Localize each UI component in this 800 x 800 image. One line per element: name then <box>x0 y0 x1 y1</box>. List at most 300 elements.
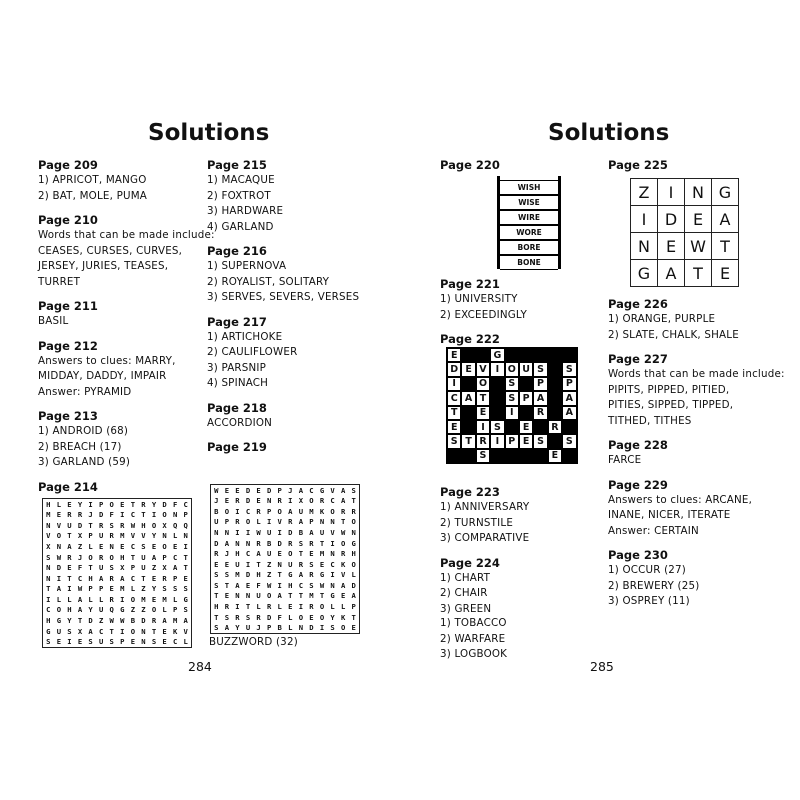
grid-letter: R <box>256 506 261 516</box>
letter-cell: C <box>447 391 461 405</box>
grid-letter: E <box>256 496 261 506</box>
grid-letter: Z <box>266 570 272 580</box>
grid-letter: Y <box>67 616 72 626</box>
solution-page-heading: Page 212 <box>38 338 98 353</box>
letter-cell: P <box>562 377 576 391</box>
grid-letter: E <box>67 499 72 509</box>
grid-letter: M <box>309 591 314 601</box>
letter-cell: O <box>505 362 519 376</box>
grid-letter: A <box>235 580 240 590</box>
solution-answer-line: 3) SERVES, SEVERS, VERSES <box>207 291 360 303</box>
grid-letter: W <box>120 616 125 626</box>
grid-letter: M <box>141 594 146 604</box>
grid-letter: I <box>245 528 251 538</box>
grid-letter: A <box>98 573 104 583</box>
grid-letter: P <box>162 552 167 562</box>
grid-letter: D <box>277 538 282 548</box>
solution-answer-line: 2) FOXTROT <box>207 189 271 202</box>
grid-letter: R <box>98 520 104 530</box>
grid-letter: E <box>120 542 125 552</box>
letter-cell: A <box>533 391 547 405</box>
grid-letter: C <box>130 542 136 552</box>
solution-page-heading: Page 209 <box>38 158 98 172</box>
solution-answer-line: 2) CHAIR <box>440 587 488 599</box>
grid-letter: R <box>266 602 272 612</box>
grid-letter: R <box>340 549 346 559</box>
solution-entry <box>207 401 382 432</box>
letter-cell: T <box>712 233 739 260</box>
grid-letter: L <box>88 594 93 604</box>
grid-letter: T <box>67 573 72 583</box>
grid-letter: E <box>224 559 230 569</box>
solution-answer-line: Words that can be made include: <box>38 229 215 241</box>
grid-letter: C <box>172 637 178 647</box>
solution-answer-line: BASIL <box>38 315 69 327</box>
grid-letter: R <box>319 496 325 506</box>
black-square <box>505 348 519 362</box>
grid-letter: M <box>319 549 325 559</box>
grid-letter: V <box>330 528 335 538</box>
grid-letter: R <box>109 573 114 583</box>
letter-cell: R <box>533 406 547 420</box>
letter-cell: E <box>461 362 475 376</box>
grid-letter: S <box>309 559 314 569</box>
black-square <box>461 449 475 463</box>
grid-letter: O <box>277 506 282 516</box>
grid-letter: T <box>214 612 219 622</box>
letter-cell: E <box>519 420 533 434</box>
grid-letter: T <box>319 591 325 601</box>
solution-page-heading: Page 221 <box>440 277 500 291</box>
grid-letter: H <box>88 573 93 583</box>
grid-letter: P <box>88 584 93 594</box>
grid-letter: I <box>330 538 335 548</box>
solution-page-heading: Page 227 <box>608 352 668 366</box>
grid-letter: D <box>141 616 146 626</box>
grid-letter: O <box>162 510 167 520</box>
solution-page-heading: Page 223 <box>440 485 500 499</box>
letter-cell: R <box>476 434 490 448</box>
grid-letter: R <box>98 552 104 562</box>
grid-letter: R <box>351 506 356 516</box>
black-square <box>519 406 533 420</box>
letter-cell: E <box>519 434 533 448</box>
letter-cell: A <box>562 391 576 405</box>
word-search-grid-214 <box>42 498 192 648</box>
grid-letter: Y <box>151 499 157 509</box>
black-square <box>533 348 547 362</box>
grid-letter: R <box>340 506 346 516</box>
grid-letter: R <box>109 594 114 604</box>
grid-letter: V <box>340 570 346 580</box>
letter-cell: A <box>562 406 576 420</box>
grid-letter: S <box>141 542 146 552</box>
solution-answer-line: TITHED, TITHES <box>608 414 692 427</box>
solution-answer-line: Words that can be made include: <box>608 368 785 380</box>
letter-cell: E <box>658 233 685 260</box>
grid-letter: I <box>277 528 282 538</box>
grid-letter: I <box>67 637 72 647</box>
grid-letter: R <box>235 517 240 527</box>
grid-letter: S <box>224 570 230 580</box>
letter-cell: S <box>562 434 576 448</box>
grid-letter: S <box>46 552 51 562</box>
solution-entry <box>608 438 783 469</box>
grid-letter: Y <box>151 584 157 594</box>
grid-letter: A <box>56 584 62 594</box>
grid-letter: G <box>351 538 356 548</box>
grid-letter: O <box>130 626 136 636</box>
grid-letter: Z <box>141 584 146 594</box>
grid-letter: R <box>256 538 261 548</box>
grid-letter: E <box>130 637 136 647</box>
grid-letter: O <box>88 552 93 562</box>
grid-letter: P <box>266 506 272 516</box>
solution-answer-line: Answers to clues: MARRY, <box>38 354 176 367</box>
grid-letter: O <box>224 506 230 516</box>
solution-page-heading: Page 229 <box>608 477 668 492</box>
letter-cell: V <box>476 362 490 376</box>
grid-letter: A <box>298 570 304 580</box>
grid-letter: E <box>151 594 157 604</box>
solution-answer-line: PITIES, SIPPED, TIPPED, <box>608 399 734 411</box>
solution-entry <box>38 480 213 495</box>
letter-cell: A <box>658 260 685 287</box>
grid-letter: X <box>77 531 83 541</box>
grid-letter: T <box>109 626 114 636</box>
grid-letter: W <box>130 520 136 530</box>
grid-letter: O <box>109 499 114 509</box>
grid-letter: I <box>235 602 240 612</box>
grid-letter: N <box>235 538 240 548</box>
grid-letter: T <box>256 559 261 569</box>
grid-letter: O <box>351 517 356 527</box>
grid-letter: A <box>340 485 346 495</box>
grid-letter: H <box>214 602 219 612</box>
grid-letter: T <box>340 517 346 527</box>
grid-letter: S <box>214 570 219 580</box>
grid-letter: T <box>130 499 136 509</box>
grid-letter: I <box>235 506 240 516</box>
grid-letter: P <box>98 499 104 509</box>
solution-answer-line: 3) GARLAND (59) <box>38 456 131 468</box>
grid-letter: A <box>224 623 230 633</box>
grid-letter: A <box>277 591 282 601</box>
grid-letter: G <box>183 594 188 604</box>
grid-letter: S <box>162 584 167 594</box>
grid-letter: K <box>340 612 346 622</box>
solution-entry <box>440 556 615 618</box>
grid-letter: T <box>46 584 51 594</box>
grid-letter: W <box>77 584 83 594</box>
grid-letter: S <box>88 637 93 647</box>
solution-answer-line: 1) MACAQUE <box>207 174 275 186</box>
grid-letter: G <box>330 591 335 601</box>
grid-letter: K <box>319 506 325 516</box>
grid-letter: D <box>245 485 251 495</box>
black-square <box>533 449 547 463</box>
grid-letter: L <box>98 594 104 604</box>
grid-letter: W <box>340 528 346 538</box>
solution-answer-line: 3) GREEN <box>440 602 492 615</box>
grid-letter: A <box>151 552 157 562</box>
grid-letter: U <box>56 626 62 636</box>
grid-letter: V <box>130 531 136 541</box>
grid-letter: E <box>162 626 167 636</box>
grid-letter: C <box>130 573 136 583</box>
grid-letter: E <box>224 591 230 601</box>
letter-cell: G <box>712 179 739 206</box>
grid-letter: D <box>266 612 272 622</box>
grid-letter: N <box>224 528 230 538</box>
grid-letter: N <box>330 517 335 527</box>
grid-letter: C <box>130 510 136 520</box>
grid-letter: L <box>256 602 261 612</box>
letter-cell: R <box>548 420 562 434</box>
solution-page-heading: Page 222 <box>440 332 500 346</box>
grid-letter: A <box>340 496 346 506</box>
grid-letter: R <box>277 496 282 506</box>
grid-letter: R <box>67 510 72 520</box>
solution-answer-line: 3) PARSNIP <box>207 361 267 374</box>
grid-letter: X <box>162 563 167 573</box>
black-square <box>562 449 576 463</box>
solution-page-heading: Page 219 <box>207 440 267 454</box>
grid-letter: H <box>46 616 51 626</box>
solution-answer-line: 2) TURNSTILE <box>440 516 514 529</box>
grid-letter: M <box>172 616 178 626</box>
grid-letter: A <box>67 542 72 552</box>
grid-letter: G <box>319 570 325 580</box>
black-square <box>505 420 519 434</box>
grid-letter: T <box>298 591 304 601</box>
grid-letter: S <box>245 612 251 622</box>
letter-cell: D <box>447 362 461 376</box>
black-square <box>548 348 562 362</box>
solution-entry <box>38 158 213 204</box>
grid-letter: P <box>224 517 230 527</box>
grid-letter: S <box>351 485 356 495</box>
letter-cell: T <box>461 434 475 448</box>
grid-letter: G <box>120 605 125 615</box>
grid-letter: W <box>266 580 272 590</box>
grid-letter: T <box>245 602 251 612</box>
grid-letter: N <box>46 573 51 583</box>
letter-cell: I <box>476 420 490 434</box>
black-square <box>533 420 547 434</box>
word-search-grid-219 <box>210 484 360 634</box>
grid-letter: C <box>77 573 83 583</box>
letter-cell: P <box>519 391 533 405</box>
left-column-1 <box>38 158 213 504</box>
letter-square-225 <box>630 178 739 287</box>
letter-cell: S <box>533 434 547 448</box>
grid-letter: O <box>340 538 346 548</box>
grid-letter: R <box>141 499 146 509</box>
grid-letter: O <box>266 591 272 601</box>
grid-letter: O <box>319 602 325 612</box>
grid-letter: A <box>224 538 230 548</box>
grid-letter: G <box>319 485 325 495</box>
letter-cell: I <box>658 179 685 206</box>
grid-letter: E <box>309 612 314 622</box>
solution-answer-line: Answer: PYRAMID <box>38 385 132 398</box>
grid-letter: R <box>151 616 157 626</box>
grid-letter: N <box>46 563 51 573</box>
grid-letter: L <box>56 499 62 509</box>
grid-letter: I <box>319 623 325 633</box>
grid-letter: N <box>266 496 272 506</box>
grid-letter: O <box>162 542 167 552</box>
grid-letter: T <box>351 496 356 506</box>
grid-letter: Y <box>235 623 240 633</box>
grid-letter: Y <box>77 499 83 509</box>
solution-answer-line: MIDDAY, DADDY, IMPAIR <box>38 370 167 382</box>
grid-letter: W <box>256 528 261 538</box>
black-square <box>519 449 533 463</box>
letter-cell: N <box>631 233 658 260</box>
grid-letter: G <box>288 570 293 580</box>
grid-letter: A <box>172 563 178 573</box>
grid-letter: I <box>88 499 93 509</box>
grid-letter: P <box>172 605 178 615</box>
grid-letter: E <box>288 602 293 612</box>
grid-letter: O <box>109 552 114 562</box>
grid-letter: T <box>77 616 83 626</box>
grid-letter: S <box>298 538 304 548</box>
grid-letter: U <box>288 559 293 569</box>
grid-letter: V <box>330 485 335 495</box>
grid-letter: N <box>183 531 188 541</box>
grid-letter: O <box>309 496 314 506</box>
grid-letter: L <box>288 623 293 633</box>
grid-letter: V <box>56 520 62 530</box>
grid-letter: D <box>88 616 93 626</box>
grid-letter: L <box>256 517 261 527</box>
grid-letter: D <box>77 520 83 530</box>
grid-letter: A <box>351 591 356 601</box>
grid-letter: N <box>214 528 219 538</box>
grid-letter: U <box>98 563 104 573</box>
grid-letter: E <box>120 499 125 509</box>
solution-page-heading: Page 216 <box>207 244 267 258</box>
grid-letter: H <box>67 605 72 615</box>
grid-letter: H <box>141 520 146 530</box>
grid-letter: P <box>266 623 272 633</box>
solution-answer-line: 1) UNIVERSITY <box>440 293 518 305</box>
letter-cell: U <box>519 362 533 376</box>
grid-letter: C <box>172 552 178 562</box>
grid-letter: S <box>109 637 114 647</box>
grid-letter: J <box>77 552 83 562</box>
letter-cell: I <box>490 362 504 376</box>
grid-letter: E <box>309 549 314 559</box>
letter-cell: E <box>447 348 461 362</box>
solution-page-heading: Page 213 <box>38 409 98 423</box>
letter-cell: A <box>712 206 739 233</box>
black-square <box>562 420 576 434</box>
letter-cell: N <box>685 179 712 206</box>
solution-answer-line: JERSEY, JURIES, TEASES, <box>38 260 169 272</box>
grid-letter: I <box>56 573 62 583</box>
grid-letter: S <box>67 626 72 636</box>
grid-letter: U <box>214 517 219 527</box>
grid-letter: Z <box>266 559 272 569</box>
black-square <box>490 391 504 405</box>
grid-letter: D <box>266 485 272 495</box>
letter-cell: S <box>505 391 519 405</box>
grid-letter: O <box>130 594 136 604</box>
grid-letter: H <box>120 552 125 562</box>
grid-letter: U <box>256 591 261 601</box>
solution-entry <box>207 440 382 455</box>
solution-answer-line: Answers to clues: ARCANE, <box>608 493 753 506</box>
grid-letter: D <box>98 510 104 520</box>
black-square <box>548 406 562 420</box>
letter-cell: T <box>447 406 461 420</box>
grid-letter: M <box>309 506 314 516</box>
grid-letter: Z <box>77 542 83 552</box>
grid-letter: A <box>298 517 304 527</box>
ladder-rung: WIRE <box>500 210 558 225</box>
grid-letter: L <box>162 605 167 615</box>
grid-letter: C <box>183 499 188 509</box>
grid-letter: I <box>120 594 125 604</box>
black-square <box>461 420 475 434</box>
solution-entry <box>207 315 382 392</box>
right-page-number: 285 <box>590 659 614 674</box>
grid-letter: N <box>330 580 335 590</box>
left-page-title: Solutions <box>148 120 270 146</box>
grid-letter: Y <box>330 612 335 622</box>
grid-letter: P <box>309 517 314 527</box>
solution-answer-line: 3) COMPARATIVE <box>440 532 530 544</box>
grid-letter: B <box>298 528 304 538</box>
grid-letter: T <box>298 549 304 559</box>
grid-letter: M <box>120 531 125 541</box>
grid-letter: N <box>141 626 146 636</box>
letter-cell: E <box>447 420 461 434</box>
solution-answer-line: TURRET <box>38 275 81 288</box>
solution-answer-line: CEASES, CURSES, CURVES, <box>38 244 183 257</box>
grid-letter: N <box>330 549 335 559</box>
black-square <box>548 391 562 405</box>
grid-letter: N <box>245 538 251 548</box>
grid-letter: R <box>309 538 314 548</box>
solution-entry <box>440 485 615 547</box>
grid-letter: L <box>172 531 178 541</box>
grid-letter: P <box>183 510 188 520</box>
grid-letter: U <box>245 623 251 633</box>
grid-letter: K <box>340 559 346 569</box>
left-page-number: 284 <box>188 659 212 674</box>
grid-letter: A <box>309 528 314 538</box>
grid-letter: R <box>224 602 230 612</box>
grid-letter: S <box>109 520 114 530</box>
grid-letter: K <box>172 626 178 636</box>
grid-letter: I <box>120 626 125 636</box>
grid-letter: R <box>235 496 240 506</box>
word-ladder-220 <box>497 176 561 269</box>
grid-letter: A <box>120 573 125 583</box>
grid-letter: E <box>277 549 282 559</box>
left-column-2 <box>207 158 382 464</box>
grid-letter: A <box>88 626 93 636</box>
grid-letter: L <box>288 612 293 622</box>
solution-entry <box>608 158 783 173</box>
solution-entry <box>207 158 382 235</box>
grid-letter: L <box>330 602 335 612</box>
